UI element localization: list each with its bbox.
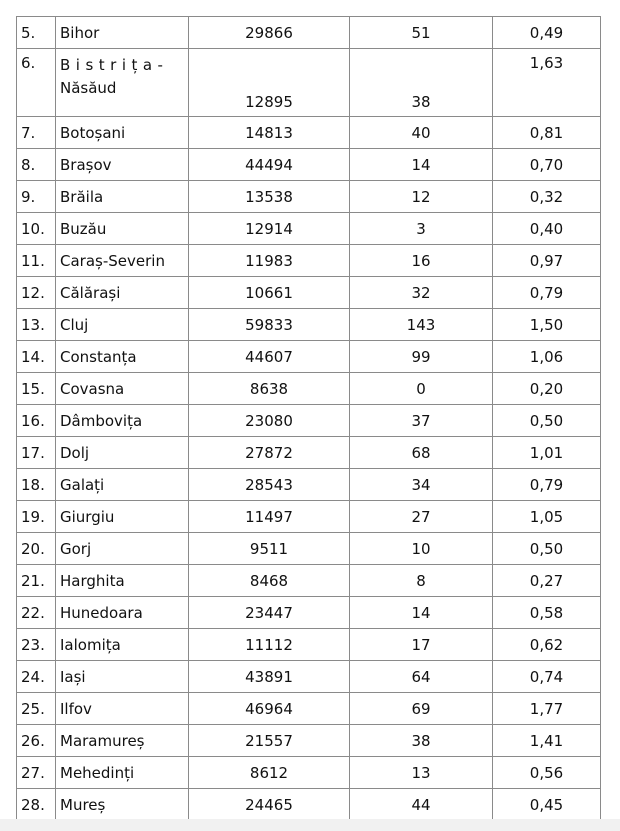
value-col-2: 10 [350,533,493,565]
county-name: Covasna [56,373,189,405]
county-name [56,49,189,117]
value-col-1: 8612 [189,757,350,789]
table-row [17,725,601,757]
row-index: 5. [17,17,56,49]
value-col-1: 23447 [189,597,350,629]
value-col-2: 12 [350,181,493,213]
table-row [17,373,601,405]
row-index: 19. [17,501,56,533]
table-row [17,309,601,341]
value-col-2: 40 [350,117,493,149]
value-col-2: 38 [350,49,493,117]
row-index: 28. [17,789,56,821]
value-col-3: 1,50 [493,309,601,341]
row-index: 13. [17,309,56,341]
table-row [17,693,601,725]
table-row [17,117,601,149]
county-name: Bihor [56,17,189,49]
value-col-1: 27872 [189,437,350,469]
value-col-3: 0,32 [493,181,601,213]
row-index: 9. [17,181,56,213]
table-row [17,17,601,49]
row-index: 22. [17,597,56,629]
value-col-1: 12914 [189,213,350,245]
table-row [17,789,601,821]
county-name: Cluj [56,309,189,341]
value-col-3: 1,77 [493,693,601,725]
value-col-2: 44 [350,789,493,821]
county-name: Harghita [56,565,189,597]
county-name: Buzău [56,213,189,245]
value-col-1: 44607 [189,341,350,373]
row-index: 8. [17,149,56,181]
value-col-2: 16 [350,245,493,277]
row-index: 21. [17,565,56,597]
table-row [17,597,601,629]
value-col-2: 38 [350,725,493,757]
table-body [17,17,601,821]
county-name: Mureș [56,789,189,821]
value-col-2: 99 [350,341,493,373]
value-col-2: 3 [350,213,493,245]
value-col-1: 59833 [189,309,350,341]
value-col-3: 0,79 [493,277,601,309]
value-col-3: 1,06 [493,341,601,373]
value-col-3: 0,97 [493,245,601,277]
value-col-2: 64 [350,661,493,693]
row-index: 24. [17,661,56,693]
row-index: 10. [17,213,56,245]
value-col-3: 0,50 [493,405,601,437]
value-col-2: 14 [350,149,493,181]
table-row [17,533,601,565]
table-row [17,565,601,597]
value-col-1: 29866 [189,17,350,49]
row-index: 16. [17,405,56,437]
value-col-1: 10661 [189,277,350,309]
value-col-2: 17 [350,629,493,661]
value-col-3: 1,41 [493,725,601,757]
row-index: 12. [17,277,56,309]
county-name: Ilfov [56,693,189,725]
value-col-1: 12895 [189,49,350,117]
value-col-3: 0,58 [493,597,601,629]
county-name: Gorj [56,533,189,565]
county-name: Dolj [56,437,189,469]
county-name-line-2: Năsăud [60,79,117,97]
value-col-1: 23080 [189,405,350,437]
county-name: Brăila [56,181,189,213]
value-col-3: 0,70 [493,149,601,181]
value-col-2: 51 [350,17,493,49]
row-index: 23. [17,629,56,661]
value-col-3: 0,45 [493,789,601,821]
county-name: Galați [56,469,189,501]
row-index: 6. [17,49,56,117]
county-name: Iași [56,661,189,693]
value-col-1: 14813 [189,117,350,149]
county-data-table [16,16,601,821]
row-index: 15. [17,373,56,405]
value-col-1: 8638 [189,373,350,405]
value-col-3: 0,74 [493,661,601,693]
value-col-3: 0,62 [493,629,601,661]
row-index: 26. [17,725,56,757]
value-col-1: 21557 [189,725,350,757]
table-row [17,757,601,789]
value-col-1: 11983 [189,245,350,277]
value-col-1: 13538 [189,181,350,213]
table-row [17,245,601,277]
row-index: 20. [17,533,56,565]
table-row [17,181,601,213]
table-row [17,213,601,245]
value-col-2: 13 [350,757,493,789]
value-col-2: 68 [350,437,493,469]
county-name: Călărași [56,277,189,309]
row-index: 17. [17,437,56,469]
county-name: Mehedinți [56,757,189,789]
table-row [17,661,601,693]
page-bottom-band [0,819,620,831]
table-row [17,149,601,181]
county-name: Maramureș [56,725,189,757]
value-col-1: 24465 [189,789,350,821]
county-name: Dâmbovița [56,405,189,437]
value-col-1: 11112 [189,629,350,661]
table-row [17,437,601,469]
value-col-2: 37 [350,405,493,437]
value-col-2: 8 [350,565,493,597]
county-name: Botoșani [56,117,189,149]
county-name: Hunedoara [56,597,189,629]
county-name: Giurgiu [56,501,189,533]
value-col-1: 11497 [189,501,350,533]
row-index: 14. [17,341,56,373]
value-col-3: 0,79 [493,469,601,501]
row-index: 18. [17,469,56,501]
value-col-2: 32 [350,277,493,309]
table-row [17,629,601,661]
value-col-3: 1,01 [493,437,601,469]
value-col-2: 0 [350,373,493,405]
table-row [17,405,601,437]
county-name: Constanța [56,341,189,373]
value-col-1: 28543 [189,469,350,501]
table-row [17,49,601,117]
value-col-3: 0,49 [493,17,601,49]
value-col-1: 8468 [189,565,350,597]
county-name-line-1: Bistrița- [60,56,169,74]
county-name: Brașov [56,149,189,181]
value-col-1: 46964 [189,693,350,725]
row-index: 11. [17,245,56,277]
table-row [17,341,601,373]
value-col-3: 0,81 [493,117,601,149]
table-row [17,501,601,533]
value-col-1: 44494 [189,149,350,181]
value-col-2: 69 [350,693,493,725]
value-col-3: 0,40 [493,213,601,245]
value-col-3: 0,27 [493,565,601,597]
row-index: 27. [17,757,56,789]
row-index: 7. [17,117,56,149]
value-col-3: 1,05 [493,501,601,533]
value-col-1: 9511 [189,533,350,565]
row-index: 25. [17,693,56,725]
table-row [17,469,601,501]
county-name: Caraș-Severin [56,245,189,277]
value-col-3: 1,63 [493,49,601,117]
value-col-2: 14 [350,597,493,629]
value-col-2: 27 [350,501,493,533]
value-col-3: 0,20 [493,373,601,405]
value-col-2: 34 [350,469,493,501]
value-col-3: 0,50 [493,533,601,565]
value-col-1: 43891 [189,661,350,693]
value-col-3: 0,56 [493,757,601,789]
table-row [17,277,601,309]
county-name: Ialomița [56,629,189,661]
value-col-2: 143 [350,309,493,341]
